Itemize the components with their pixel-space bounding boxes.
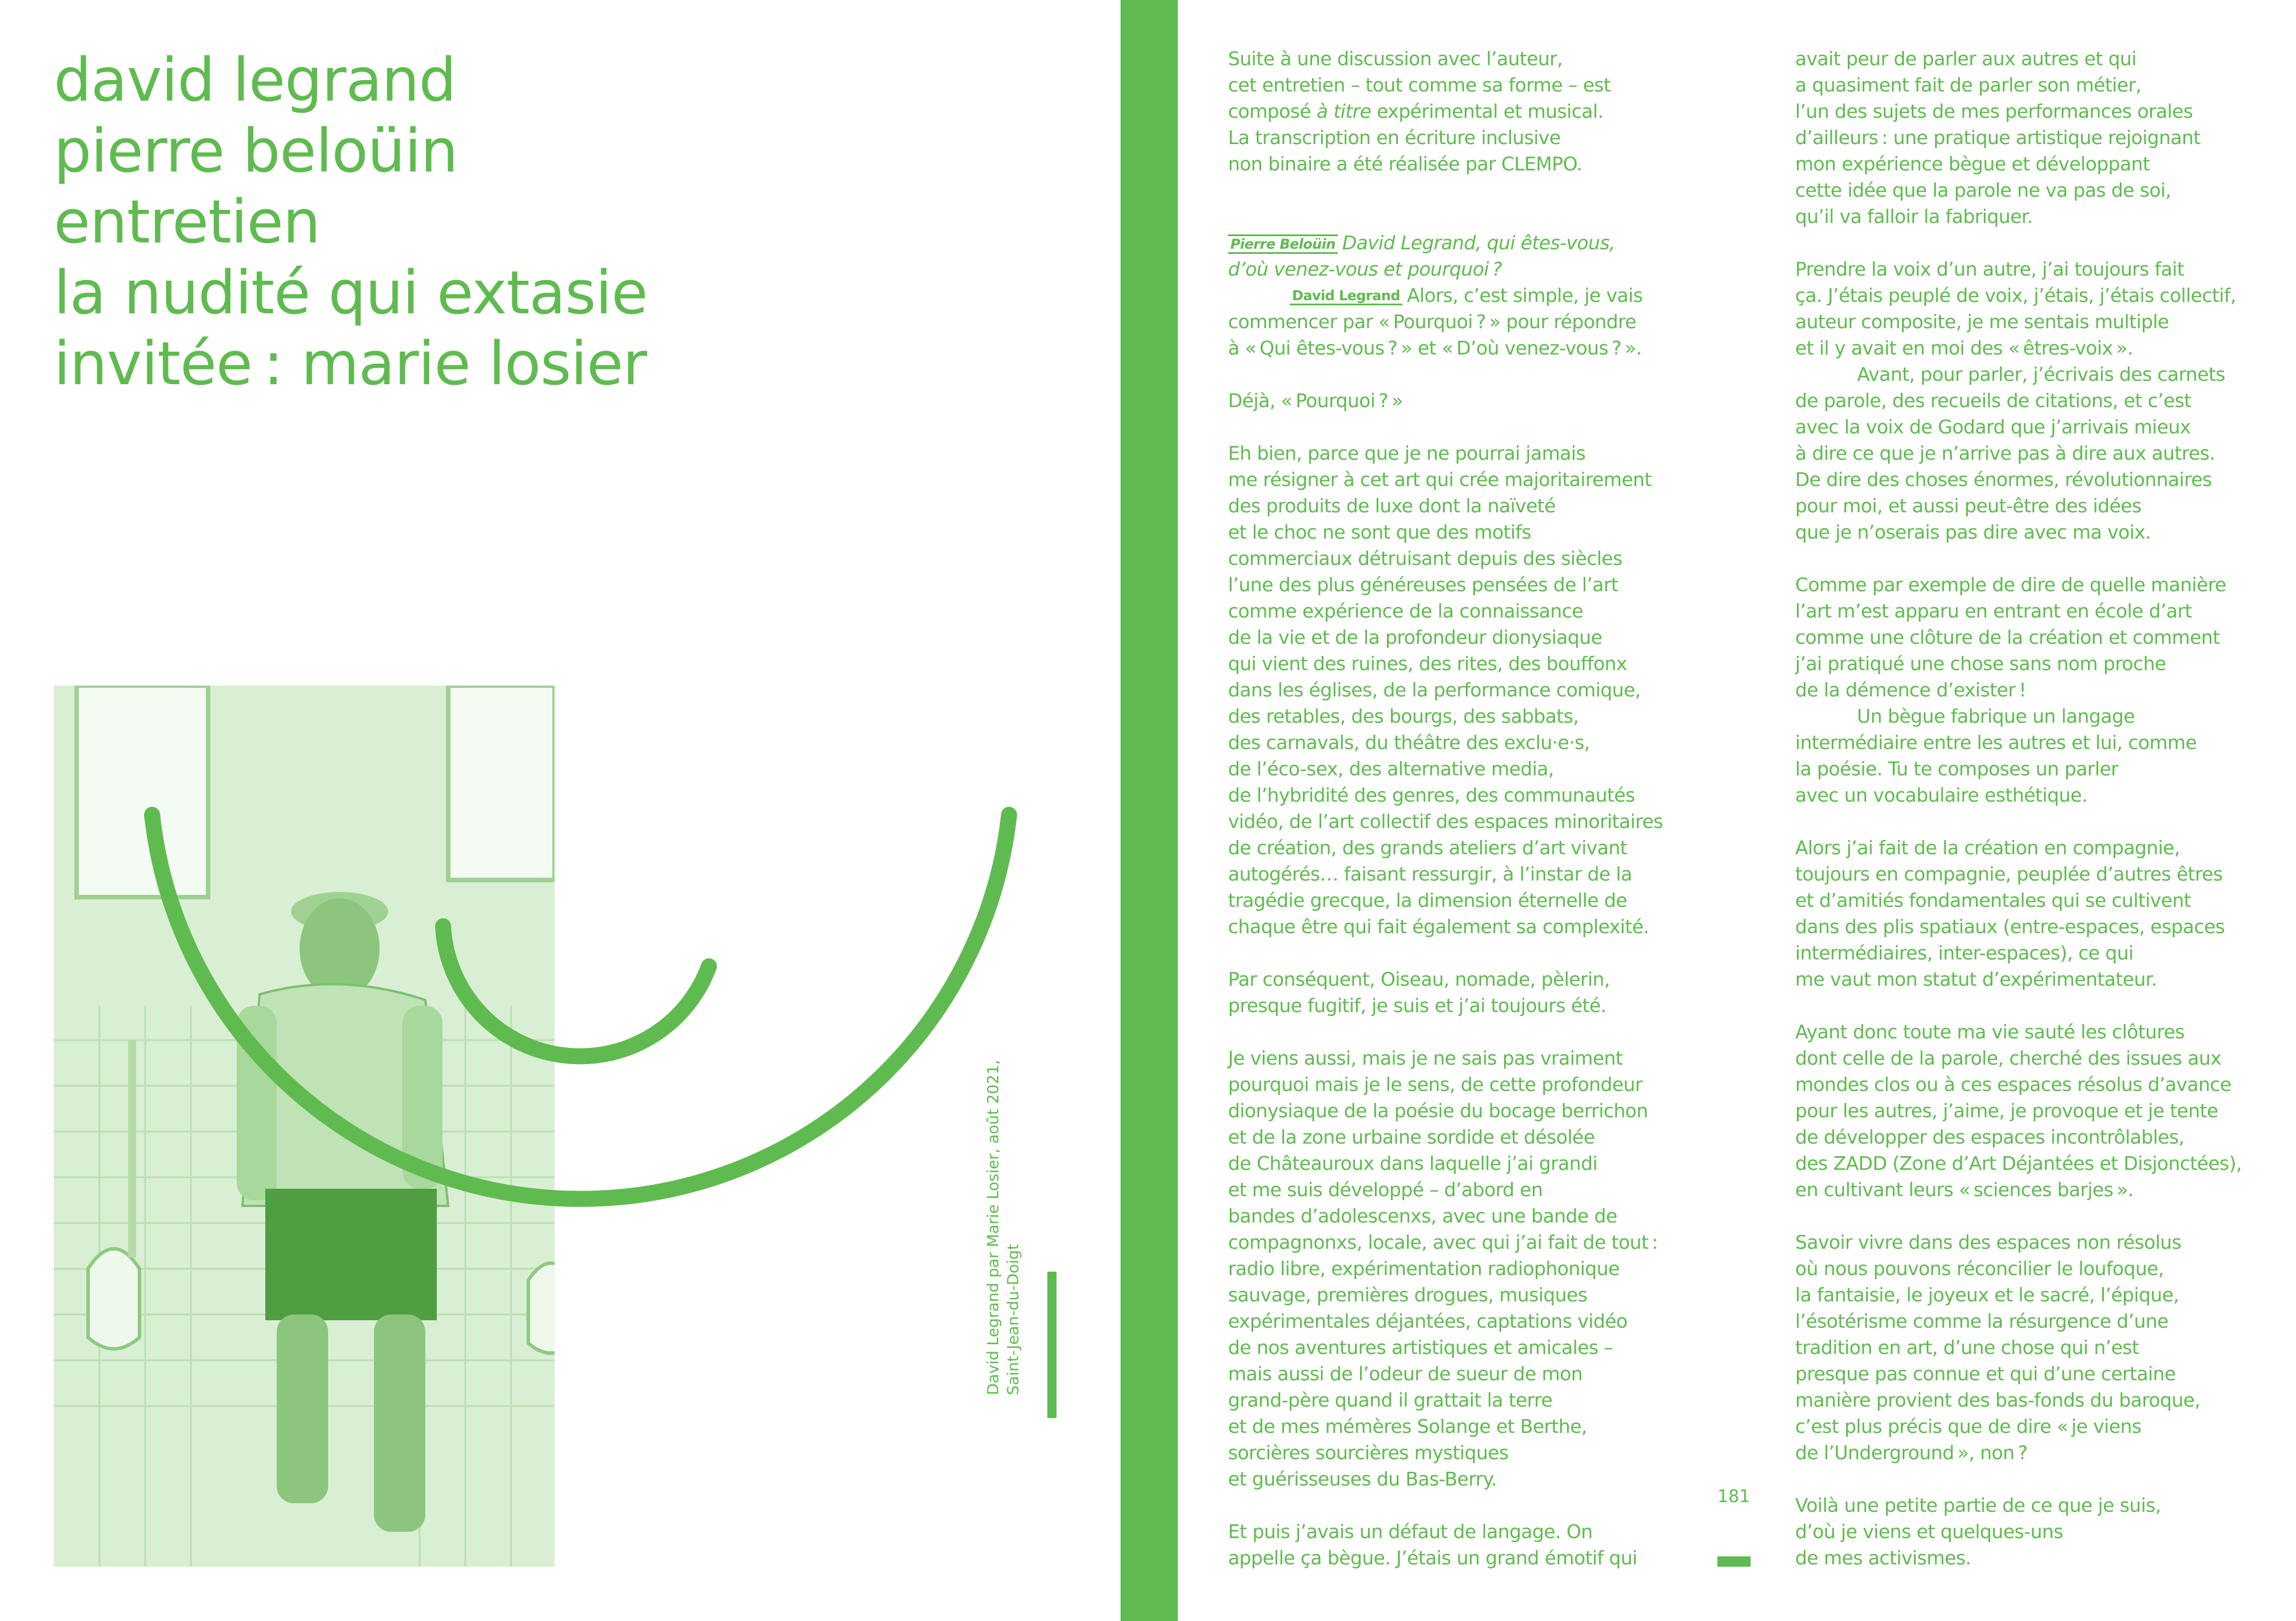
text-line: commerciaux détruisant depuis des siècles bbox=[1228, 547, 1623, 569]
text-line: auteur composite, je me sentais multiple bbox=[1795, 310, 2169, 333]
text-line: avait peur de parler aux autres et qui bbox=[1795, 47, 2136, 70]
paragraph bbox=[1228, 1045, 1697, 1492]
paragraph bbox=[1795, 361, 2264, 545]
page-number-bar bbox=[1717, 1556, 1751, 1567]
speaker-label: Pierre Beloüin bbox=[1228, 234, 1338, 254]
text-line: tragédie grecque, la dimension éternelle de bbox=[1228, 889, 1627, 911]
portrait-photo bbox=[54, 686, 555, 1567]
text-line: me vaut mon statut d’expérimentateur. bbox=[1795, 968, 2157, 990]
text-line: de développer des espaces incontrôlables, bbox=[1795, 1126, 2185, 1148]
text-line: grand-père quand il grattait la terre bbox=[1228, 1389, 1553, 1411]
text-line: de nos aventures artistiques et amicales – bbox=[1228, 1336, 1613, 1359]
text-line: Prendre la voix d’un autre, j’ai toujours fait bbox=[1795, 258, 2185, 280]
text-line: Eh bien, parce que je ne pourrai jamais bbox=[1228, 442, 1586, 464]
text-line: Suite à une discussion avec l’auteur, bbox=[1228, 47, 1563, 70]
title-line: pierre beloüin bbox=[54, 116, 458, 186]
paragraph bbox=[1795, 1492, 2264, 1571]
speaker-label: David Legrand bbox=[1290, 288, 1402, 305]
paragraph bbox=[1795, 1019, 2264, 1203]
text-line: presque fugitif, je suis et j’ai toujours été. bbox=[1228, 994, 1607, 1017]
text-line: des produits de luxe dont la naïveté bbox=[1228, 495, 1556, 517]
text-line: de la démence d’exister ! bbox=[1795, 679, 2026, 701]
text-line: expérimentales déjantées, captations vidéo bbox=[1228, 1310, 1628, 1332]
article-title bbox=[54, 45, 1083, 399]
text-line: avec la voix de Godard que j’arrivais mieux bbox=[1795, 416, 2191, 438]
text-line: ça. J’étais peuplé de voix, j’étais, j’étais collectif, bbox=[1795, 284, 2236, 306]
text-line: et guérisseuses du Bas-Berry. bbox=[1228, 1468, 1497, 1490]
text-line: intermédiaire entre les autres et lui, comme bbox=[1795, 731, 2197, 754]
text-line: des carnavals, du théâtre des exclu·e·s, bbox=[1228, 731, 1590, 754]
text-line: l’un des sujets de mes performances orales bbox=[1795, 100, 2193, 122]
text-line: où nous pouvons réconcilier le loufoque, bbox=[1795, 1257, 2164, 1280]
text-line: me résigner à cet art qui crée majoritairement bbox=[1228, 468, 1652, 491]
text-column-right bbox=[1795, 46, 2264, 1598]
text-line: d’ailleurs : une pratique artistique rejoignant bbox=[1795, 126, 2201, 149]
intro-paragraph bbox=[1228, 46, 1697, 177]
text-line: de mes activismes. bbox=[1795, 1547, 1971, 1569]
text-line: c’est plus précis que de dire « je viens bbox=[1795, 1415, 2142, 1437]
text-line: et il y avait en moi des « êtres-voix ». bbox=[1795, 337, 2133, 359]
text-line: Un bègue fabrique un langage bbox=[1857, 705, 2135, 727]
text-run-italic: à titre bbox=[1316, 100, 1372, 122]
text-line: cette idée que la parole ne va pas de soi, bbox=[1795, 179, 2171, 201]
text-line: Alors j’ai fait de la création en compagnie, bbox=[1795, 837, 2180, 859]
text-line: et me suis développé – d’abord en bbox=[1228, 1178, 1543, 1201]
text-line: bandes d’adolescenxs, avec une bande de bbox=[1228, 1205, 1617, 1227]
text-line: sauvage, premières drogues, musiques bbox=[1228, 1284, 1588, 1306]
text-line: vidéo, de l’art collectif des espaces minoritaires bbox=[1228, 810, 1663, 833]
paragraph bbox=[1795, 572, 2264, 703]
text-line: comme une clôture de la création et comment bbox=[1795, 626, 2220, 648]
text-line: dans les églises, de la performance comique, bbox=[1228, 679, 1641, 701]
caption-bar bbox=[1047, 1272, 1057, 1418]
text-line: de l’hybridité des genres, des communautés bbox=[1228, 784, 1635, 806]
text-line: la poésie. Tu te composes un parler bbox=[1795, 758, 2119, 780]
text-line: en cultivant leurs « sciences barjes ». bbox=[1795, 1178, 2134, 1201]
text-line: pour moi, et aussi peut-être des idées bbox=[1795, 495, 2142, 517]
text-line: dont celle de la parole, cherché des issues aux bbox=[1795, 1047, 2222, 1069]
text-line: sorcières sourcières mystiques bbox=[1228, 1441, 1509, 1464]
photo-caption bbox=[983, 1029, 1035, 1395]
text-line: Voilà une petite partie de ce que je suis, bbox=[1795, 1494, 2161, 1516]
text-line: de création, des grands ateliers d’art vivant bbox=[1228, 837, 1627, 859]
text-line: qui vient des ruines, des rites, des bouffonx bbox=[1228, 652, 1627, 675]
text-line: non binaire a été réalisée par CLEMPO. bbox=[1228, 153, 1583, 175]
text-line bbox=[1228, 282, 1697, 309]
page-number: 181 bbox=[1717, 1487, 1751, 1507]
text-line: cet entretien – tout comme sa forme – est bbox=[1228, 74, 1611, 96]
text-run: expérimental et musical. bbox=[1371, 100, 1604, 122]
text-line: à « Qui êtes-vous ? » et « D’où venez-vous ? ». bbox=[1228, 337, 1642, 359]
portrait-photo-illustration bbox=[54, 686, 555, 1567]
text-line: chaque être qui fait également sa complexité. bbox=[1228, 915, 1649, 938]
caption-line: Saint-Jean-du-Doigt bbox=[1005, 1244, 1022, 1395]
text-line: de la vie et de la profondeur dionysiaque bbox=[1228, 626, 1603, 648]
text-line: de parole, des recueils de citations, et c’est bbox=[1795, 389, 2191, 412]
text-line: mondes clos ou à ces espaces résolus d’avance bbox=[1795, 1073, 2231, 1096]
text-line: toujours en compagnie, peuplée d’autres êtres bbox=[1795, 863, 2223, 885]
title-line: la nudité qui extasie bbox=[54, 258, 648, 328]
text-line: intermédiaires, inter-espaces), ce qui bbox=[1795, 942, 2134, 964]
paragraph bbox=[1228, 1519, 1697, 1571]
text-line: des ZADD (Zone d’Art Déjantées et Disjonctées), bbox=[1795, 1152, 2242, 1174]
text-line: et d’amitiés fondamentales qui se cultivent bbox=[1795, 889, 2191, 911]
question-text: David Legrand, qui êtes-vous, bbox=[1342, 232, 1615, 254]
question-text: d’où venez-vous et pourquoi ? bbox=[1228, 258, 1502, 280]
text-line: dans des plis spatiaux (entre-espaces, espaces bbox=[1795, 915, 2225, 938]
text-line: et de mes mémères Solange et Berthe, bbox=[1228, 1415, 1587, 1437]
text-run: Alors, c’est simple, je vais bbox=[1406, 284, 1643, 306]
text-line: Et puis j’avais un défaut de langage. On bbox=[1228, 1520, 1593, 1543]
paragraph bbox=[1795, 1229, 2264, 1466]
question-paragraph bbox=[1228, 230, 1697, 361]
paragraph bbox=[1228, 966, 1697, 1019]
spine-bar bbox=[1121, 0, 1178, 1621]
text-line: a quasiment fait de parler son métier, bbox=[1795, 74, 2142, 96]
title-line: david legrand bbox=[54, 45, 456, 115]
text-line: dionysiaque de la poésie du bocage berrichon bbox=[1228, 1100, 1648, 1122]
text-line: de l’Underground », non ? bbox=[1795, 1441, 2028, 1464]
text-line: de Châteauroux dans laquelle j’ai grandi bbox=[1228, 1152, 1598, 1174]
title-line: invitée : marie losier bbox=[54, 329, 647, 399]
paragraph bbox=[1795, 256, 2264, 361]
text-line: mon expérience bègue et développant bbox=[1795, 153, 2150, 175]
text-line: avec un vocabulaire esthétique. bbox=[1795, 784, 2087, 806]
text-line: Comme par exemple de dire de quelle manière bbox=[1795, 573, 2226, 596]
text-line: La transcription en écriture inclusive bbox=[1228, 126, 1561, 149]
text-line: autogérés… faisant ressurgir, à l’instar de la bbox=[1228, 863, 1632, 885]
text-line bbox=[1228, 98, 1697, 125]
text-line: j’ai pratiqué une chose sans nom proche bbox=[1795, 652, 2166, 675]
caption-line: David Legrand par Marie Losier, août 2021, bbox=[984, 1060, 1002, 1395]
text-line: presque pas connue et qui d’une certaine bbox=[1795, 1363, 2176, 1385]
text-line: radio libre, expérimentation radiophonique bbox=[1228, 1257, 1620, 1280]
paragraph bbox=[1228, 440, 1697, 940]
text-line bbox=[1228, 230, 1697, 256]
text-line: appelle ça bègue. J’étais un grand émotif qui bbox=[1228, 1547, 1637, 1569]
text-line: la fantaisie, le joyeux et le sacré, l’épique, bbox=[1795, 1284, 2179, 1306]
text-line: de l’éco-sex, des alternative media, bbox=[1228, 758, 1554, 780]
text-line: l’une des plus généreuses pensées de l’art bbox=[1228, 573, 1619, 596]
text-line: mais aussi de l’odeur de sueur de mon bbox=[1228, 1363, 1583, 1385]
text-column-left bbox=[1228, 46, 1697, 1598]
text-line: Déjà, « Pourquoi ? » bbox=[1228, 389, 1403, 412]
paragraph bbox=[1228, 388, 1697, 414]
text-line: Par conséquent, Oiseau, nomade, pèlerin, bbox=[1228, 968, 1610, 990]
text-line: que je n’oserais pas dire avec ma voix. bbox=[1795, 521, 2151, 543]
paragraph bbox=[1795, 835, 2264, 993]
text-line: l’ésotérisme comme la résurgence d’une bbox=[1795, 1310, 2169, 1332]
text-line: compagnonxs, locale, avec qui j’ai fait de tout : bbox=[1228, 1231, 1658, 1253]
text-line: manière provient des bas-fonds du baroque, bbox=[1795, 1389, 2201, 1411]
text-run: composé bbox=[1228, 100, 1317, 122]
title-line: entretien bbox=[54, 187, 320, 257]
text-line: Ayant donc toute ma vie sauté les clôtures bbox=[1795, 1021, 2185, 1043]
text-line: pourquoi mais je le sens, de cette profondeur bbox=[1228, 1073, 1643, 1096]
text-line: d’où je viens et quelques-uns bbox=[1795, 1520, 2063, 1543]
text-line: comme expérience de la connaissance bbox=[1228, 600, 1583, 622]
text-line: pour les autres, j’aime, je provoque et je tente bbox=[1795, 1100, 2218, 1122]
paragraph bbox=[1795, 703, 2264, 808]
text-line: Avant, pour parler, j’écrivais des carnets bbox=[1857, 363, 2225, 385]
text-line: qu’il va falloir la fabriquer. bbox=[1795, 205, 2033, 228]
text-line: à dire ce que je n’arrive pas à dire aux autres. bbox=[1795, 442, 2215, 464]
text-line: tradition en art, d’une chose qui n’est bbox=[1795, 1336, 2139, 1359]
text-line: commencer par « Pourquoi ? » pour répondre bbox=[1228, 310, 1636, 333]
text-line: Savoir vivre dans des espaces non résolus bbox=[1795, 1231, 2182, 1253]
text-line: des retables, des bourgs, des sabbats, bbox=[1228, 705, 1579, 727]
text-line: et de la zone urbaine sordide et désolée bbox=[1228, 1126, 1595, 1148]
text-line: Je viens aussi, mais je ne sais pas vraiment bbox=[1228, 1047, 1623, 1069]
paragraph bbox=[1795, 46, 2264, 230]
text-line: et le choc ne sont que des motifs bbox=[1228, 521, 1532, 543]
text-line: De dire des choses énormes, révolutionnaires bbox=[1795, 468, 2212, 491]
text-line: l’art m’est apparu en entrant en école d’art bbox=[1795, 600, 2192, 622]
